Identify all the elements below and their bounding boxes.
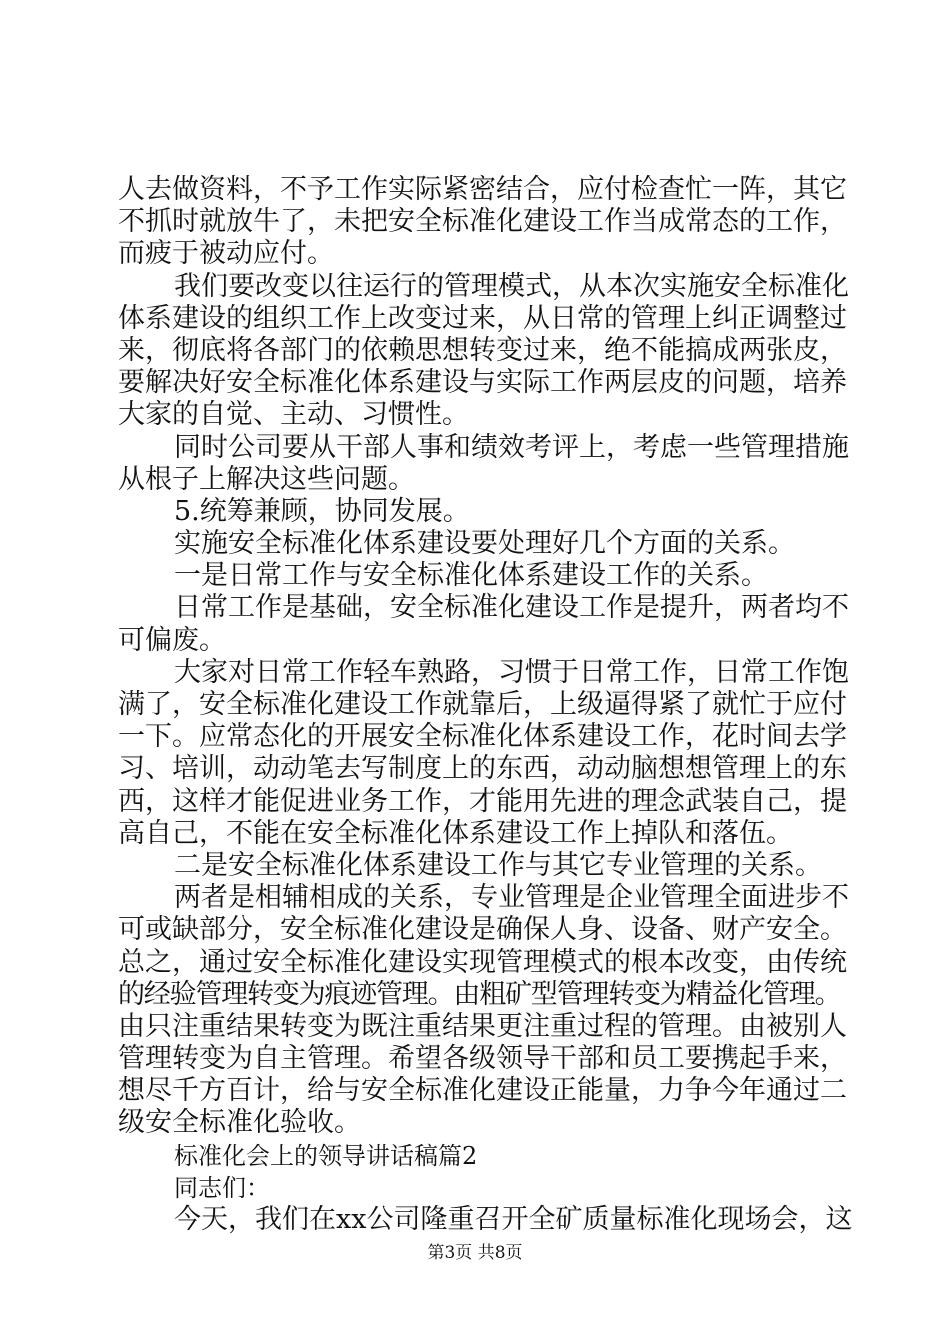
text-line: 满了，安全标准化建设工作就靠后，上级逼得紧了就忙于应付 xyxy=(118,689,847,720)
text-line: 实施安全标准化体系建设要处理好几个方面的关系。 xyxy=(174,528,795,560)
text-line: 管理转变为自主管理。希望各级领导干部和员工要携起手来， xyxy=(118,1043,847,1075)
text-line: 不抓时就放牛了，未把安全标准化建设工作当成常态的工作， xyxy=(118,206,847,238)
text-line: 由只注重结果转变为既注重结果更注重过程的管理。由被别人 xyxy=(118,1010,847,1042)
text-line: 我们要改变以往运行的管理模式，从本次实施安全标准化 xyxy=(174,270,849,302)
text-line: 可或缺部分，安全标准化建设是确保人身、设备、财产安全。 xyxy=(118,914,847,946)
text-line: 高自己，不能在安全标准化体系建设工作上掉队和落伍。 xyxy=(118,817,793,849)
text-line: 人去做资料，不予工作实际紧密结合，应付检查忙一阵，其它 xyxy=(118,174,847,205)
text-line: 总之，通过安全标准化建设实现管理模式的根本改变，由传统 xyxy=(118,946,847,978)
text-line: 要解决好安全标准化体系建设与实际工作两层皮的问题，培养 xyxy=(118,367,847,399)
text-line: 而疲于被动应付。 xyxy=(118,238,334,270)
section-heading: 5.统筹兼顾，协同发展。 xyxy=(174,495,470,527)
text-line: 体系建设的组织工作上改变过来，从日常的管理上纠正调整过 xyxy=(118,302,847,334)
text-line: 想尽千方百计，给与安全标准化建设正能量，力争今年通过二 xyxy=(118,1075,847,1107)
document-body xyxy=(118,174,853,1236)
text-line: 来，彻底将各部门的依赖思想转变过来，绝不能搞成两张皮， xyxy=(118,334,847,366)
text-line: 的经验管理转变为痕迹管理。由粗矿型管理转变为精益化管理。 xyxy=(118,978,841,1010)
text-line: 二是安全标准化体系建设工作与其它专业管理的关系。 xyxy=(174,849,822,881)
text-line: 大家的自觉、主动、习惯性。 xyxy=(118,399,469,431)
text-line: 大家对日常工作轻车熟路，习惯于日常工作，日常工作饱 xyxy=(174,656,849,688)
text-line: 两者是相辅相成的关系，专业管理是企业管理全面进步不 xyxy=(174,882,849,914)
text-line: 今天，我们在xx公司隆重召开全矿质量标准化现场会，这 xyxy=(174,1204,853,1235)
text-line: 同时公司要从干部人事和绩效考评上，考虑一些管理措施 xyxy=(174,431,849,463)
text-line: 一下。应常态化的开展安全标准化体系建设工作，花时间去学 xyxy=(118,721,847,753)
text-line: 级安全标准化验收。 xyxy=(118,1107,361,1139)
text-line: 可偏废。 xyxy=(118,624,226,656)
text-line: 一是日常工作与安全标准化体系建设工作的关系。 xyxy=(174,560,768,592)
text-line: 西，这样才能促进业务工作，才能用先进的理念武装自己，提 xyxy=(118,785,847,817)
page-number-footer: 第3页 共8页 xyxy=(427,1243,523,1263)
text-line: 日常工作是基础，安全标准化建设工作是提升，两者均不 xyxy=(174,592,849,624)
article-title: 标准化会上的领导讲话稿篇2 xyxy=(174,1141,478,1170)
text-line: 习、培训，动动笔去写制度上的东西，动动脑想想管理上的东 xyxy=(118,753,847,785)
salutation: 同志们： xyxy=(174,1173,270,1202)
text-line: 从根子上解决这些问题。 xyxy=(118,463,415,495)
